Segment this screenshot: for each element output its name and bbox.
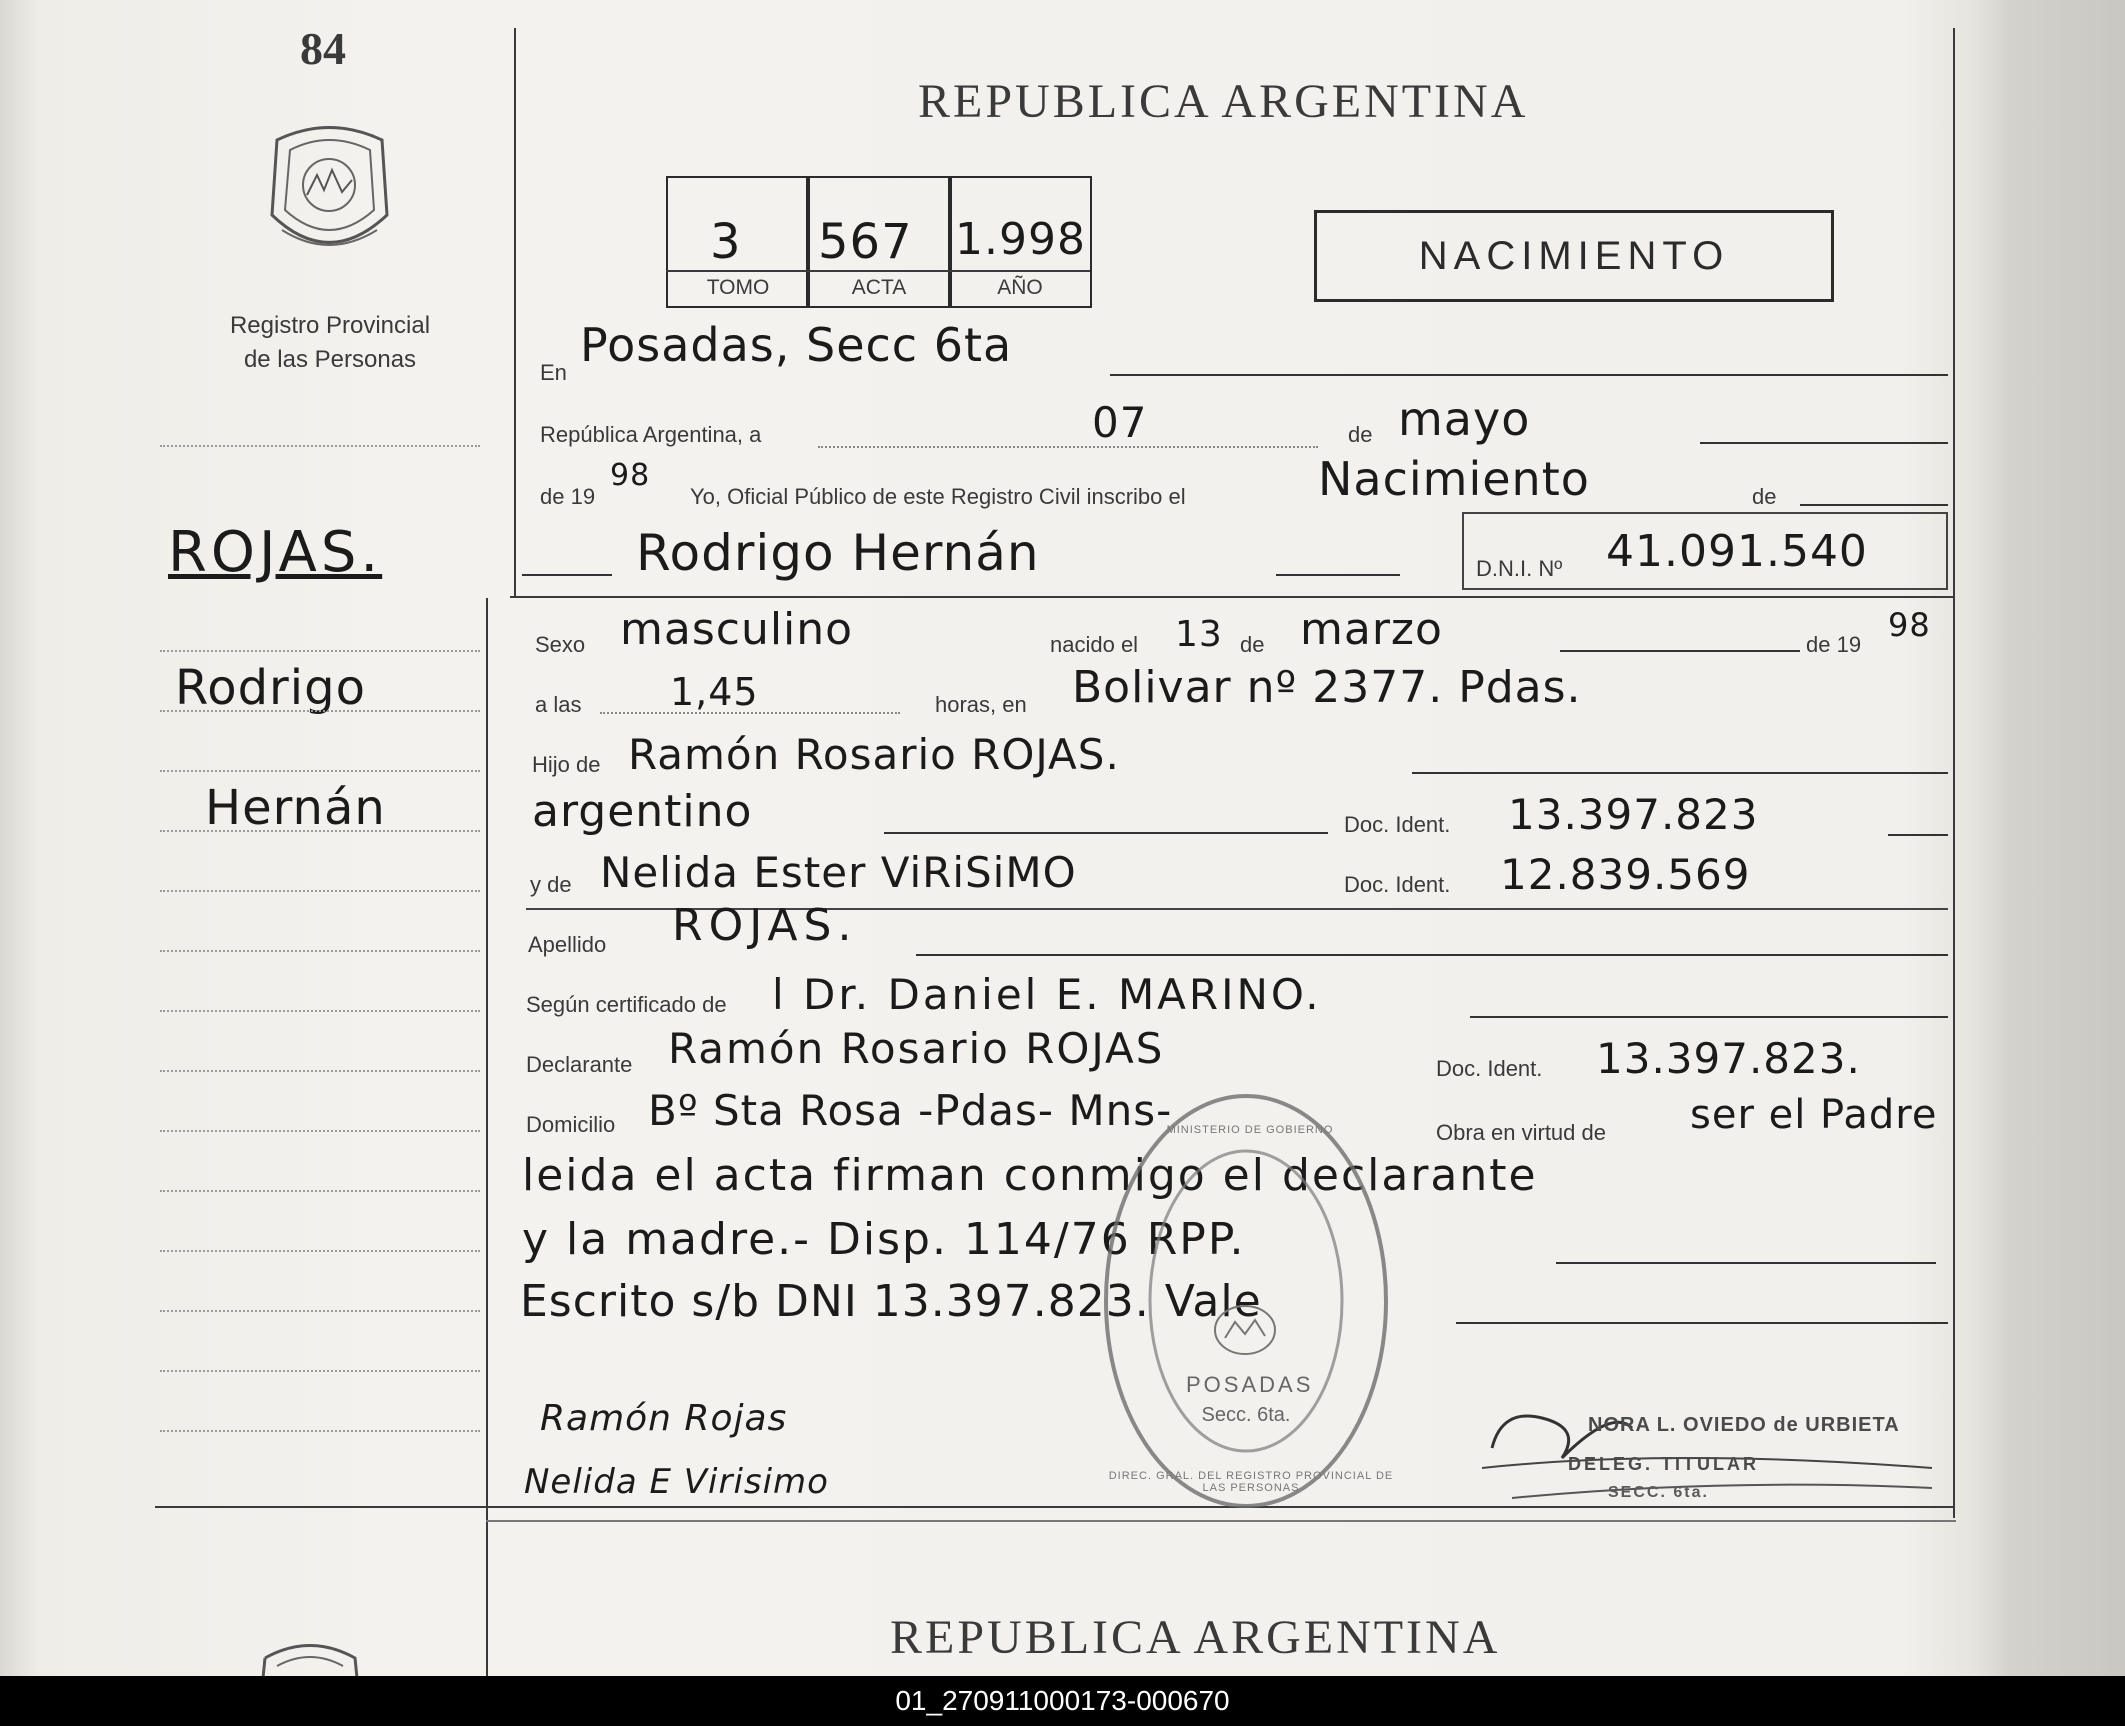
domicilio-value: Bº Sta Rosa -Pdas- Mns- [648,1086,1173,1135]
nacido-label: nacido el [1050,632,1139,657]
name-tail-line [1276,574,1400,576]
day-value: 07 [1092,398,1148,447]
stub-dotted-line [160,770,480,772]
form-border-left-upper [514,28,516,598]
alas-label: a las [535,692,582,717]
father-name-underline [1412,772,1948,774]
document-type-label: NACIMIENTO [1418,233,1730,278]
tomo-value: 3 [710,214,742,270]
form-header-divider [510,596,1955,598]
apellido-value: ROJAS. [672,900,858,951]
apellido-underline [916,954,1948,956]
father-nationality: argentino [532,786,753,837]
note-line-3: Escrito s/b DNI 13.397.823. Vale [520,1276,1262,1327]
stub-separator-line [486,598,488,1676]
image-code: 01_270911000173-000670 [895,1685,1230,1716]
stub-dotted-line [160,830,480,832]
place-value: Posadas, Secc 6ta [580,318,1013,372]
acta-label: ACTA [851,276,907,299]
doc-ident-label-2: Doc. Ident. [1344,872,1451,897]
seal-section: Secc. 6ta. [1201,1404,1291,1426]
yde-label: y de [530,872,572,897]
acta-value: 567 [818,214,913,270]
stub-second-name: Hernán [205,780,386,836]
de-label-2: de [1752,484,1777,509]
note-line-2-underline [1556,1262,1936,1264]
next-record-country-heading: REPUBLICA ARGENTINA [890,1611,1501,1664]
sexo-value: masculino [620,604,854,655]
mother-signature: Nelida E Virisimo [524,1462,829,1502]
stub-divider [160,445,480,447]
birth-day: 13 [1175,614,1223,655]
declarante-value: Ramón Rosario ROJAS [668,1024,1165,1073]
dni-value: 41.091.540 [1606,526,1868,577]
official-stamp-title: DELEG. TITULAR [1568,1454,1759,1474]
provincial-emblem-icon [262,120,397,270]
obra-value: ser el Padre [1690,1092,1938,1138]
note-line-2: y la madre.- Disp. 114/76 RPP. [522,1214,1246,1265]
official-stamp-section: SECC. 6ta. [1608,1484,1709,1501]
country-heading: REPUBLICA ARGENTINA [918,75,1529,128]
father-name: Ramón Rosario ROJAS. [628,730,1120,779]
declarante-label: Declarante [526,1052,633,1077]
seal-emblem-icon [1210,1300,1280,1360]
birth-place: Bolivar nº 2377. Pdas. [1072,662,1582,713]
horas-label: horas, en [935,692,1027,717]
father-doc-underline [1888,834,1948,836]
name-lead-line [522,574,612,576]
sexo-label: Sexo [535,632,586,657]
domicilio-label: Domicilio [526,1112,616,1137]
obra-label: Obra en virtud de [1436,1120,1606,1145]
image-code-bar [0,1676,2125,1726]
official-stamp-name: NORA L. OVIEDO de URBIETA [1588,1414,1900,1436]
month-value: mayo [1398,392,1531,446]
registry-name-line2: de las Personas [243,346,417,373]
birth-hour: 1,45 [670,670,759,714]
month-underline [1700,442,1948,444]
doc-ident-label-3: Doc. Ident. [1436,1056,1543,1081]
birth-year-prefix: de 19 [1806,632,1862,657]
seal-city: POSADAS [1186,1372,1314,1397]
person-name: Rodrigo Hernán [636,524,1040,582]
document-type-box [1314,210,1834,302]
stub-dotted-line [160,1070,480,1072]
stub-dotted-line [160,650,480,652]
republica-label: República Argentina, a [540,422,762,447]
stub-dotted-line [160,710,480,712]
date-dotted-line [818,446,1318,448]
mother-doc: 12.839.569 [1500,850,1751,899]
father-doc: 13.397.823 [1508,790,1759,839]
de-label-3: de [1240,632,1265,657]
registry-name-line1: Registro Provincial [229,312,431,339]
anio-label: AÑO [997,276,1043,299]
place-underline [1110,374,1948,376]
hijo-label: Hijo de [532,752,601,777]
stub-dotted-line [160,950,480,952]
birth-month-underline [1560,650,1800,652]
seal-outer-text: DIREC. GRAL. DEL REGISTRO PROVINCIAL DE LAS PERSONAS [1108,1470,1394,1494]
stub-dotted-line [160,1430,480,1432]
birth-year-suffix: 98 [1888,606,1931,644]
stub-dotted-line [160,1010,480,1012]
stub-dotted-line [160,1250,480,1252]
segun-label: Según certificado de [526,992,727,1017]
declarante-doc: 13.397.823. [1596,1034,1861,1083]
doc-ident-label: Doc. Ident. [1344,812,1451,837]
mother-name: Nelida Ester ViRiSiMO [600,848,1077,897]
tomo-label: TOMO [706,276,770,299]
year-prefix-label: de 19 [540,484,596,509]
stub-dotted-line [160,1370,480,1372]
official-statement: Yo, Oficial Público de este Registro Civil inscribo el [690,484,1186,509]
father-signature: Ramón Rojas [540,1398,788,1439]
de-label: de [1348,422,1373,447]
dni-label: D.N.I. Nº [1476,556,1563,581]
nationality-underline [884,832,1328,834]
certificate-underline [1470,1016,1948,1018]
page-number: 84 [300,23,346,74]
stub-dotted-line [160,1190,480,1192]
stub-dotted-line [160,1130,480,1132]
apellido-label: Apellido [528,932,607,957]
year-suffix: 98 [610,458,651,493]
box-label-divider [666,270,1090,272]
birth-month: marzo [1300,604,1443,655]
act-kind-value: Nacimiento [1318,452,1590,506]
next-record-top-line [486,1520,1956,1522]
stub-surname: ROJAS. [168,520,383,585]
next-record-emblem-icon [255,1638,365,1676]
en-label: En [540,360,567,385]
note-line-1: leida el acta firman conmigo el declarante [522,1150,1538,1201]
form-border-right [1953,28,1955,1518]
stub-dotted-line [160,890,480,892]
seal-inner-text: MINISTERIO DE GOBIERNO [1166,1124,1334,1136]
anio-value: 1.998 [955,214,1086,265]
certificate-value: l Dr. Daniel E. MARINO. [772,970,1322,1019]
note-line-3-underline [1456,1322,1948,1324]
act-kind-underline [1800,504,1948,506]
stub-first-name: Rodrigo [175,660,366,716]
stub-dotted-line [160,1310,480,1312]
